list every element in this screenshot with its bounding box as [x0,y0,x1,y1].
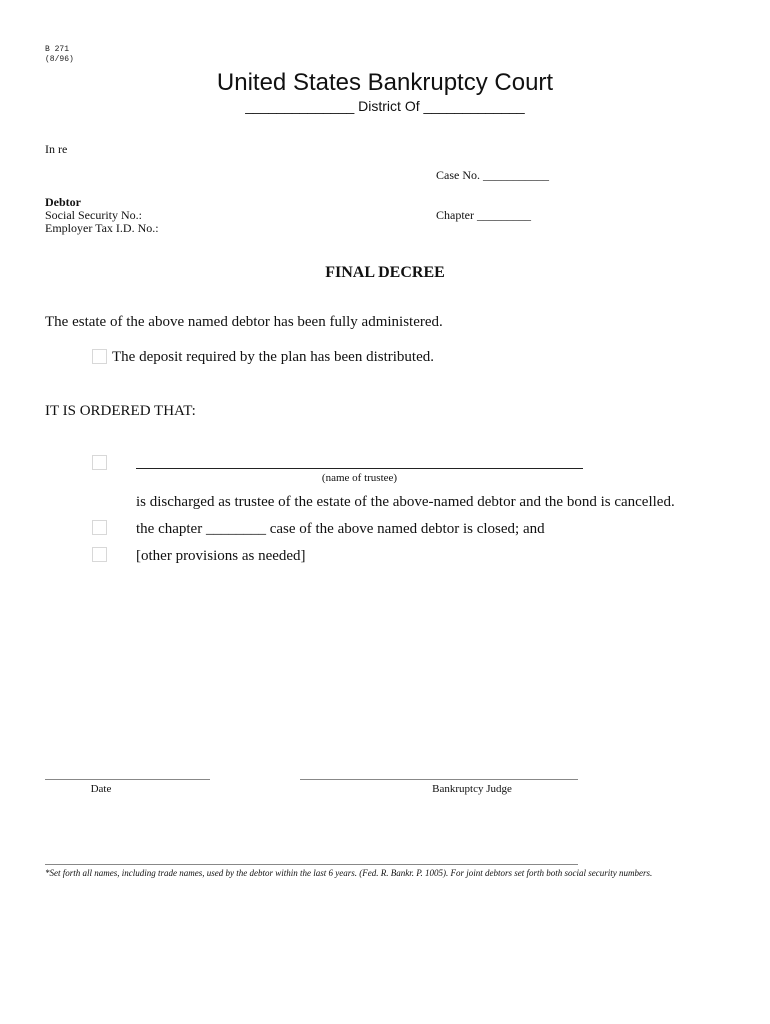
in-re-label: In re [45,142,68,156]
chapter-closed-checkbox[interactable] [92,520,107,535]
chapter-closed-text: the chapter ________ case of the above named debtor is closed; and [136,521,545,537]
court-title: United States Bankruptcy Court [216,69,554,96]
other-provisions-checkbox[interactable] [92,547,107,562]
estate-statement: The estate of the above named debtor has been fully administered. [45,314,443,330]
chapter-field: Chapter _________ [436,208,531,222]
employer-tax-id-label: Employer Tax I.D. No.: [45,221,159,235]
other-provisions-text: [other provisions as needed] [136,548,306,564]
ordered-heading: IT IS ORDERED THAT: [45,403,196,419]
trustee-checkbox[interactable] [92,455,107,470]
deposit-checkbox[interactable] [92,349,107,364]
debtor-label: Debtor [45,195,81,209]
trustee-name-caption: (name of trustee) [321,472,398,484]
case-number-field: Case No. ___________ [436,168,549,182]
date-signature-line[interactable] [45,779,210,780]
date-label: Date [90,783,112,795]
footnote-divider [45,864,578,865]
form-number [45,45,74,65]
ssn-label: Social Security No.: [45,208,142,222]
judge-signature-line[interactable] [300,779,578,780]
form-revision-date: (8/96) [45,55,74,64]
trustee-name-line[interactable] [136,468,583,469]
decree-title: FINAL DECREE [325,264,445,281]
district-line: ______________ District Of _____________ [245,98,525,114]
footnote-text: *Set forth all names, including trade names, used by the debtor within the last 6 years. (Fed. R. Bankr. P. 1005). For joint debtors set forth both social security numbers. [45,868,653,878]
form-number-code: B 271 [45,45,70,54]
judge-label: Bankruptcy Judge [432,783,512,795]
deposit-option-text: The deposit required by the plan has been distributed. [112,349,434,365]
trustee-discharge-text: is discharged as trustee of the estate of the above-named debtor and the bond is cancelled. [136,494,675,510]
